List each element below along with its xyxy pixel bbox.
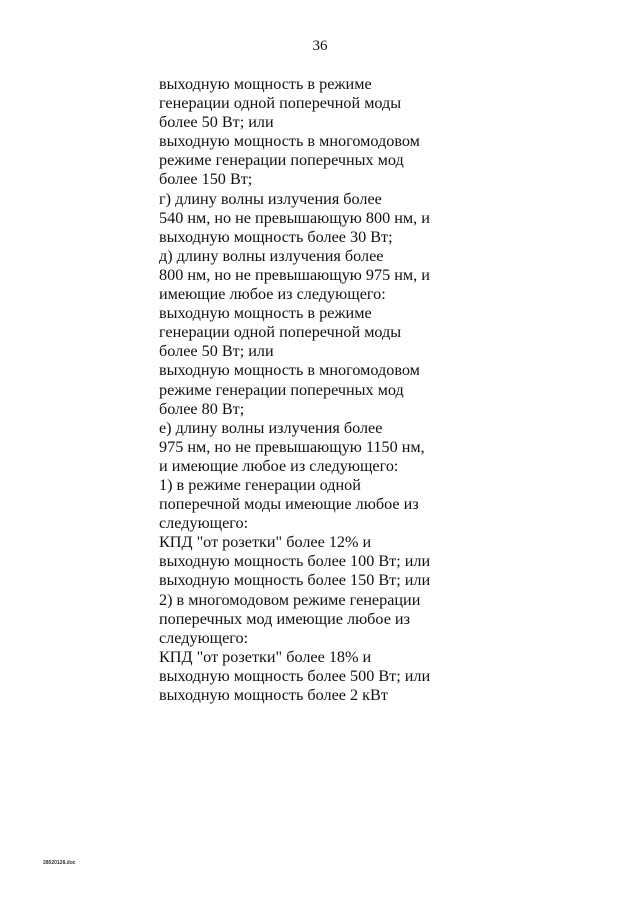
text-line: более 50 Вт; или — [159, 342, 274, 361]
text-line: 975 нм, но не превышающую 1150 нм, — [159, 437, 425, 456]
text-line: выходную мощность более 100 Вт; или — [159, 552, 431, 571]
text-line: следующего: — [159, 628, 249, 647]
text-line: 540 нм, но не превышающую 800 нм, и — [159, 208, 430, 227]
text-line: поперечной моды имеющие любое из — [159, 495, 419, 514]
text-line: выходную мощность в многомодовом — [159, 132, 420, 151]
text-line: выходную мощность более 150 Вт; или — [159, 571, 431, 590]
text-line: КПД "от розетки" более 18% и — [159, 647, 372, 666]
text-line: и имеющие любое из следующего: — [159, 456, 399, 475]
text-line: выходную мощность в режиме — [159, 75, 372, 93]
text-line: 800 нм, но не превышающую 975 нм, и — [159, 265, 430, 284]
text-line: КПД "от розетки" более 12% и — [159, 533, 372, 552]
text-line: выходную мощность более 30 Вт; — [159, 227, 393, 246]
text-line: выходную мощность в режиме — [159, 304, 372, 323]
text-line: 2) в многомодовом режиме генерации — [159, 590, 421, 609]
text-line: режиме генерации поперечных мод — [159, 151, 404, 170]
text-line: поперечных мод имеющие любое из — [159, 609, 410, 628]
text-line: следующего: — [159, 514, 249, 533]
text-line: имеющие любое из следующего: — [159, 285, 386, 304]
text-line: генерации одной поперечной моды — [159, 323, 402, 342]
page-number: 36 — [312, 38, 328, 54]
text-line: г) длину волны излучения более — [159, 189, 382, 208]
text-line: более 80 Вт; — [159, 399, 245, 418]
text-line: более 50 Вт; или — [159, 113, 274, 132]
footer-file-name: 28020128.doc — [43, 860, 76, 866]
document-body — [159, 75, 459, 705]
text-line: 1) в режиме генерации одной — [159, 475, 361, 494]
text-line: выходную мощность в многомодовом — [159, 361, 420, 380]
text-line: д) длину волны излучения более — [159, 246, 384, 265]
text-line: более 150 Вт; — [159, 170, 253, 189]
text-line: выходную мощность более 2 кВт — [159, 686, 388, 704]
text-line: выходную мощность более 500 Вт; или — [159, 666, 431, 685]
text-line: генерации одной поперечной моды — [159, 94, 402, 113]
text-line: е) длину волны излучения более — [159, 418, 383, 437]
text-line: режиме генерации поперечных мод — [159, 380, 404, 399]
